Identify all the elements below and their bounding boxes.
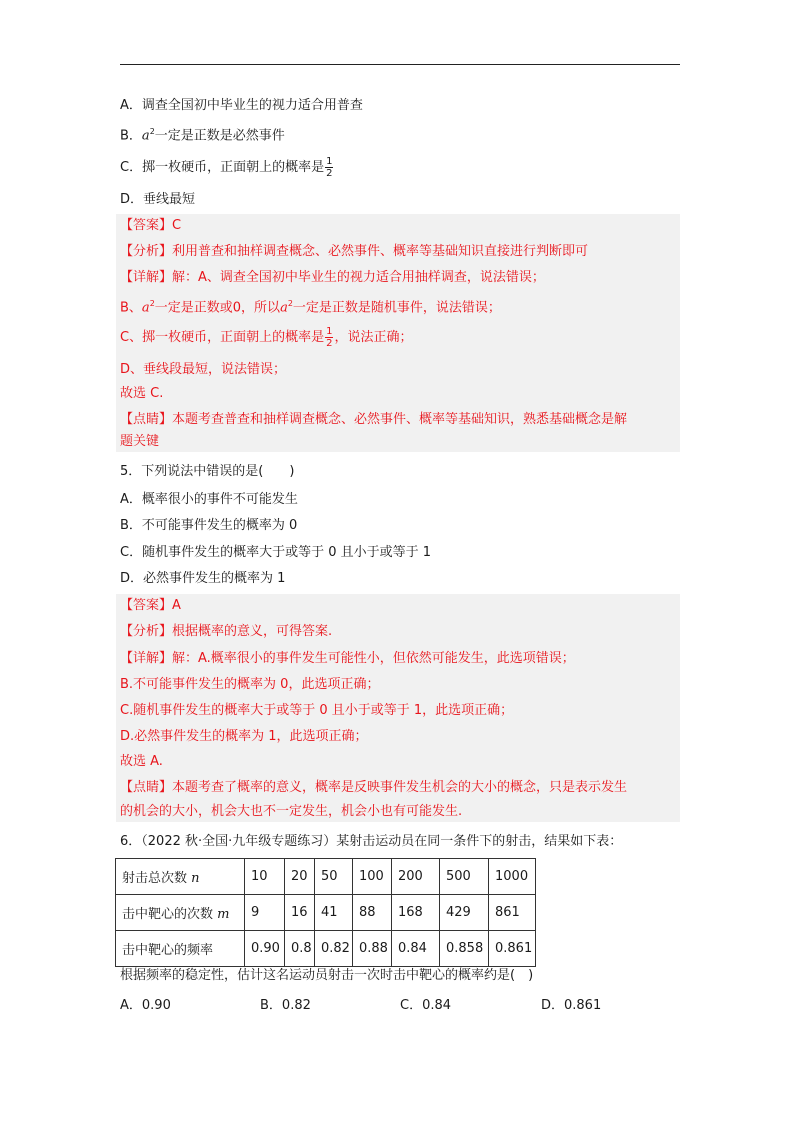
q4-answer: 【答案】C (120, 218, 182, 233)
table-cell: 0.858 (440, 931, 489, 967)
table-cell: 9 (245, 895, 285, 931)
q5-option-d: D．必然事件发生的概率为 1 (120, 571, 286, 586)
q5-detail-c: C.随机事件发生的概率大于或等于 0 且小于或等于 1，此选项正确； (120, 703, 514, 718)
q5-stem: 5．下列说法中错误的是( ) (120, 464, 295, 479)
q5-comment-2: 的机会的大小，机会大也不一定发生，机会小也有可能发生. (120, 804, 463, 819)
q5-option-a: A．概率很小的事件不可能发生 (120, 492, 298, 507)
table-cell: 0.8 (285, 931, 315, 967)
table-cell: 500 (440, 859, 489, 895)
q6-question: 根据频率的稳定性，估计这名运动员射击一次时击中靶心的概率约是( ) (120, 968, 534, 983)
q5-choose: 故选 A. (120, 754, 163, 769)
fraction-one-half: $\frac{1}{2}$ (326, 156, 333, 179)
q4-detail-c: C、掷一枚硬币，正面朝上的概率是 $\frac{1}{2}$ ，说法正确； (120, 326, 413, 349)
table-cell: 429 (440, 895, 489, 931)
q5-comment-1: 【点睛】本题考查了概率的意义，概率是反映事件发生机会的大小的概念，只是表示发生 (120, 780, 628, 795)
table-cell: 0.82 (315, 931, 353, 967)
table-cell: 200 (392, 859, 440, 895)
table-cell: 16 (285, 895, 315, 931)
q6-option-d: D．0.861 (541, 998, 602, 1013)
q4-detail-a: 【详解】解：A、调查全国初中毕业生的视力适合用抽样调查，说法错误； (120, 270, 545, 285)
q5-analysis: 【分析】根据概率的意义，可得答案. (120, 624, 333, 639)
q4-choose: 故选 C. (120, 386, 164, 401)
q4-option-b: B．$a^2$一定是正数是必然事件 (120, 127, 285, 144)
q6-option-c: C．0.84 (400, 998, 452, 1013)
fraction-one-half: $\frac{1}{2}$ (326, 326, 333, 349)
q5-detail-b: B.不可能事件发生的概率为 0，此选项正确； (120, 677, 380, 692)
table-cell: 1000 (489, 859, 536, 895)
table-cell: 50 (315, 859, 353, 895)
table-cell: 41 (315, 895, 353, 931)
q5-option-c: C．随机事件发生的概率大于或等于 0 且小于或等于 1 (120, 545, 432, 560)
table-cell: 88 (353, 895, 392, 931)
q4-detail-b: B、$a^2$一定是正数或0，所以$a^2$一定是正数是随机事件，说法错误； (120, 299, 501, 316)
q4-comment-2: 题关键 (120, 434, 160, 449)
table-cell: 0.90 (245, 931, 285, 967)
row-header: 击中靶心的次数 m (116, 895, 245, 931)
table-cell: 0.861 (489, 931, 536, 967)
q4-analysis: 【分析】利用普查和抽样调查概念、必然事件、概率等基础知识直接进行判断即可 (120, 244, 589, 259)
table-cell: 861 (489, 895, 536, 931)
q6-option-b: B．0.82 (260, 998, 311, 1013)
q5-option-b: B．不可能事件发生的概率为 0 (120, 518, 298, 533)
table-row (116, 895, 536, 931)
q4-option-a: A．调查全国初中毕业生的视力适合用普查 (120, 98, 363, 113)
table-cell: 10 (245, 859, 285, 895)
table-cell: 0.88 (353, 931, 392, 967)
table-cell: 0.84 (392, 931, 440, 967)
header-rule (120, 64, 680, 65)
q5-detail-d: D.必然事件发生的概率为 1，此选项正确； (120, 729, 368, 744)
q5-detail-a: 【详解】解：A.概率很小的事件发生可能性小，但依然可能发生，此选项错误； (120, 651, 575, 666)
q4-option-c: C．掷一枚硬币，正面朝上的概率是 $\frac{1}{2}$ (120, 156, 333, 179)
shooting-results-table (115, 858, 536, 967)
q4-option-d: D．垂线最短 (120, 192, 196, 207)
q4-comment-1: 【点睛】本题考查普查和抽样调查概念、必然事件、概率等基础知识，熟悉基础概念是解 (120, 412, 628, 427)
table-row (116, 931, 536, 967)
table-cell: 100 (353, 859, 392, 895)
table-row (116, 859, 536, 895)
table-cell: 168 (392, 895, 440, 931)
q5-answer: 【答案】A (120, 598, 181, 613)
row-header: 射击总次数 n (116, 859, 245, 895)
table-cell: 20 (285, 859, 315, 895)
q6-option-a: A．0.90 (120, 998, 171, 1013)
q4-detail-d: D、垂线段最短，说法错误； (120, 362, 287, 377)
q6-stem: 6．（2022 秋·全国·九年级专题练习）某射击运动员在同一条件下的射击，结果如下表： (120, 834, 623, 849)
row-header: 击中靶心的频率 (116, 931, 245, 967)
